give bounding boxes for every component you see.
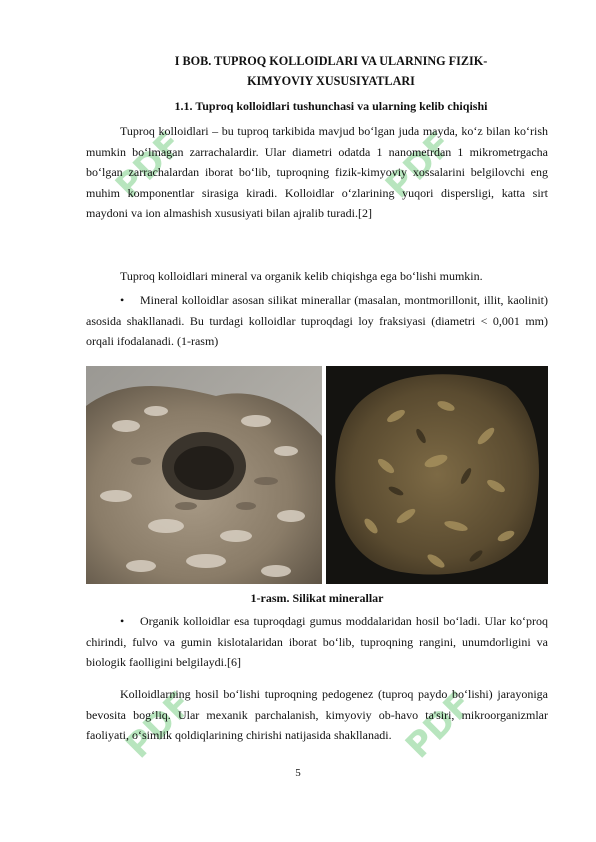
- paragraph-2: Tuproq kolloidlari mineral va organik kelib chiqishga ega bo‘lishi mumkin.: [120, 269, 483, 283]
- section-title: 1.1. Tuproq kolloidlari tushunchasi va ularning kelib chiqishi: [174, 99, 488, 113]
- chapter-title-line1: I BOB. TUPROQ KOLLOIDLARI VA ULARNING FIZIK-: [174, 54, 488, 68]
- paragraph-1: Tuproq kolloidlari – bu tuproq tarkibida mavjud bo‘lgan juda mayda, ko‘z bilan ko‘rish mumkin bo‘lmagan zarrachalardir. Ular diametri odatda 1 nanometrdan 1 mikrometrgacha bo‘lgan zarrachalardan iborat bo‘lib, tuproqning fizik-kimyoviy xossalarini belgilovchi eng muhim komponentlar sirasiga kiradi. Kolloidlar o‘zlarining yuqori dispersligi, katta sirt maydoni va ion almashish xususiyati bilan ajralib turadi.[2]: [86, 124, 548, 221]
- mineral-photo-left: [86, 366, 322, 584]
- bullet-item-mineral: [86, 290, 548, 352]
- watermark-text: PDF: [108, 124, 191, 207]
- bullet-icon: •: [120, 293, 125, 307]
- bullet-text: Organik kolloidlar esa tuproqdagi gumus moddalaridan hosil bo‘ladi. Ular ko‘proq chirindi, fulvo va gumin kislotalaridan iborat bo‘lib, tuproqning rangini, unumdorligini va biologik faolligini belgilaydi.[6]: [86, 614, 548, 670]
- bullet-text: Mineral kolloidlar asosan silikat minerallar (masalan, montmorillonit, illit, kaolinit) asosida shakllanadi. Bu turdagi kolloidlar tuproqdagi loy fraksiyasi (diametri < 0,001 mm) orqali ifodalanadi. (1-rasm): [86, 293, 548, 349]
- watermark-text: PDF: [118, 684, 201, 767]
- chapter-title-line2: KIMYOVIY XUSUSIYATLARI: [247, 74, 415, 88]
- bullet-item-organic: [86, 611, 548, 673]
- figure-caption: 1-rasm. Silikat minerallar: [250, 591, 384, 605]
- watermark-text: PDF: [378, 124, 461, 207]
- page-number: 5: [295, 767, 301, 779]
- watermark-text: PDF: [398, 684, 481, 767]
- figure-silicate-minerals: [86, 366, 548, 584]
- paragraph-3: Kolloidlarning hosil bo‘lishi tuproqning pedogenez (tuproq paydo bo‘lishi) jarayoniga bevosita bog‘liq. Ular mexanik parchalanish, kimyoviy ob-havo ta'siri, mikroorganizmlar faoliyati, o‘simlik qoldiqlarining chirishi natijasida shakllanadi.: [86, 687, 548, 743]
- mineral-photo-right: [326, 366, 548, 584]
- bullet-icon: •: [120, 614, 125, 628]
